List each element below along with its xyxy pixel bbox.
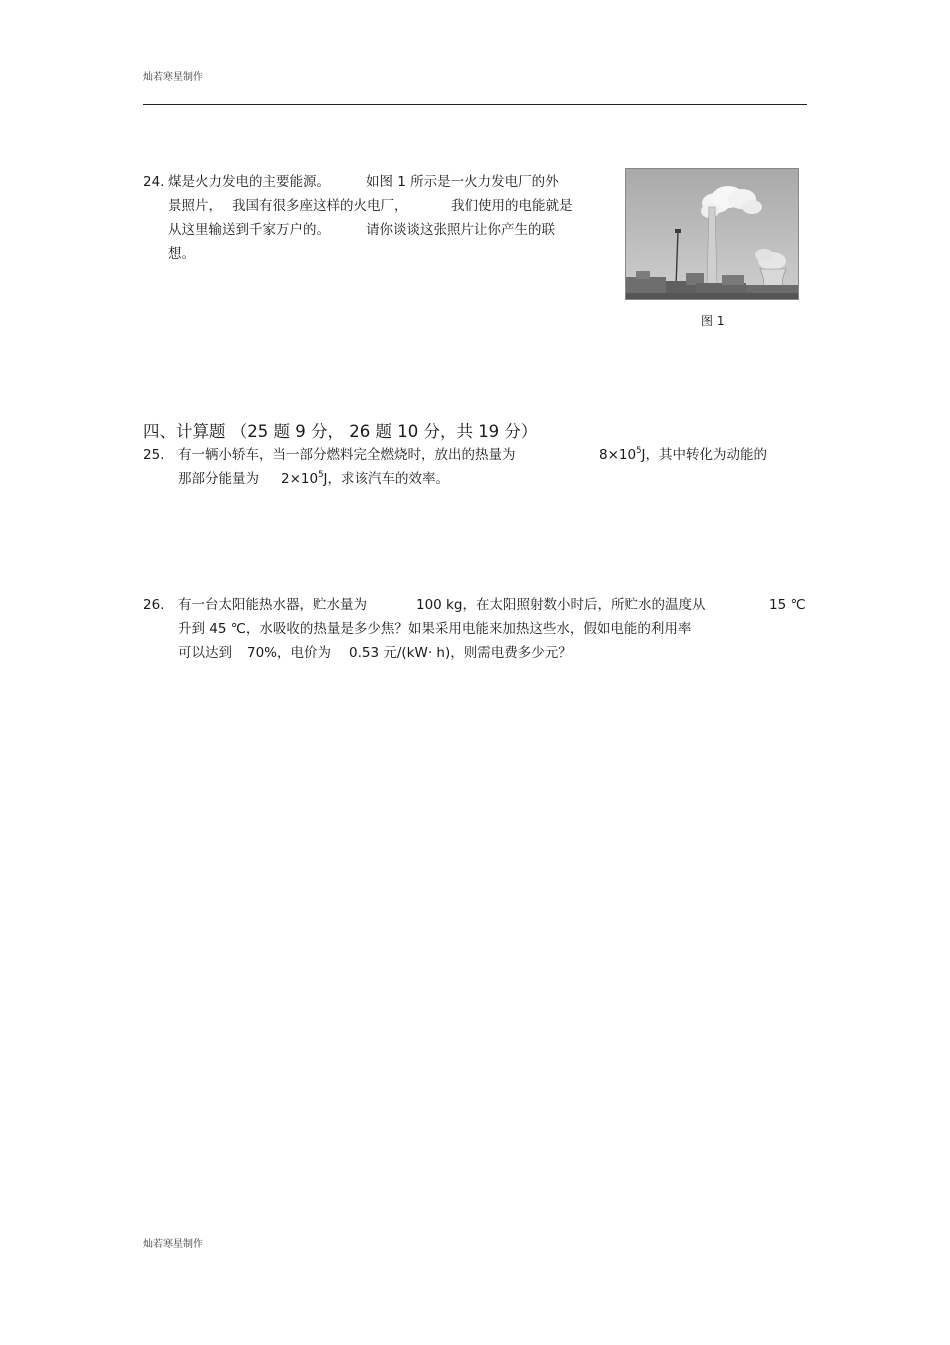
section-title: 四、计算题 （25 题 9 分， 26 题 10 分，共 19 分） <box>143 422 538 441</box>
q24-line1b: 如图 1 所示是一火力发电厂的外 <box>366 174 559 190</box>
q26-line1a: 有一台太阳能热水器，贮水量为 <box>178 597 367 613</box>
q24-line3b: 请你谈谈这张照片让你产生的联 <box>366 222 555 238</box>
q26-line1c: 15 ℃ <box>769 597 806 613</box>
q24-line1a: 煤是火力发电的主要能源。 <box>168 174 330 190</box>
q26-line3a: 可以达到 <box>178 645 232 661</box>
q25-value1-exponent: 5 <box>636 446 642 456</box>
q25-value2-base: 2×10 <box>281 471 319 487</box>
q24-number: 24. <box>143 174 165 190</box>
q24-line2c: 我们使用的电能就是 <box>451 198 573 214</box>
q25-line2a: 那部分能量为 <box>178 471 259 487</box>
q24-line2b: 我国有很多座这样的火电厂， <box>232 198 408 214</box>
q25-line1b <box>599 443 767 467</box>
q24-line3a: 从这里输送到千家万户的。 <box>168 222 330 238</box>
q24-line2a: 景照片， <box>168 198 222 214</box>
figure-caption: 图 1 <box>701 314 725 328</box>
power-plant-photo-icon <box>626 169 798 299</box>
page-header: 灿若寒星制作 <box>143 72 203 83</box>
q26-line3b: 70%，电价为 <box>247 645 332 661</box>
q25-number: 25. <box>143 447 165 463</box>
q26-line2: 升到 45 ℃，水吸收的热量是多少焦？如果采用电能来加热这些水，假如电能的利用率 <box>178 621 692 637</box>
q25-value2-exponent: 5 <box>318 470 324 480</box>
q25-line2b-tail: J，求该汽车的效率。 <box>323 471 449 487</box>
q25-line1a: 有一辆小轿车，当一部分燃料完全燃烧时，放出的热量为 <box>178 447 516 463</box>
q25-line1b-tail: J，其中转化为动能的 <box>641 447 767 463</box>
q24-line4: 想。 <box>168 246 195 262</box>
header-rule <box>143 104 807 105</box>
q26-line1b: 100 kg，在太阳照射数小时后，所贮水的温度从 <box>416 597 706 613</box>
power-plant-photo <box>625 168 799 300</box>
q26-line3c: 0.53 元/(kW· h)，则需电费多少元？ <box>349 645 572 661</box>
q26-number: 26. <box>143 597 165 613</box>
q25-line2b <box>281 467 449 491</box>
q25-value1-base: 8×10 <box>599 447 637 463</box>
page-footer: 灿若寒星制作 <box>143 1239 203 1250</box>
